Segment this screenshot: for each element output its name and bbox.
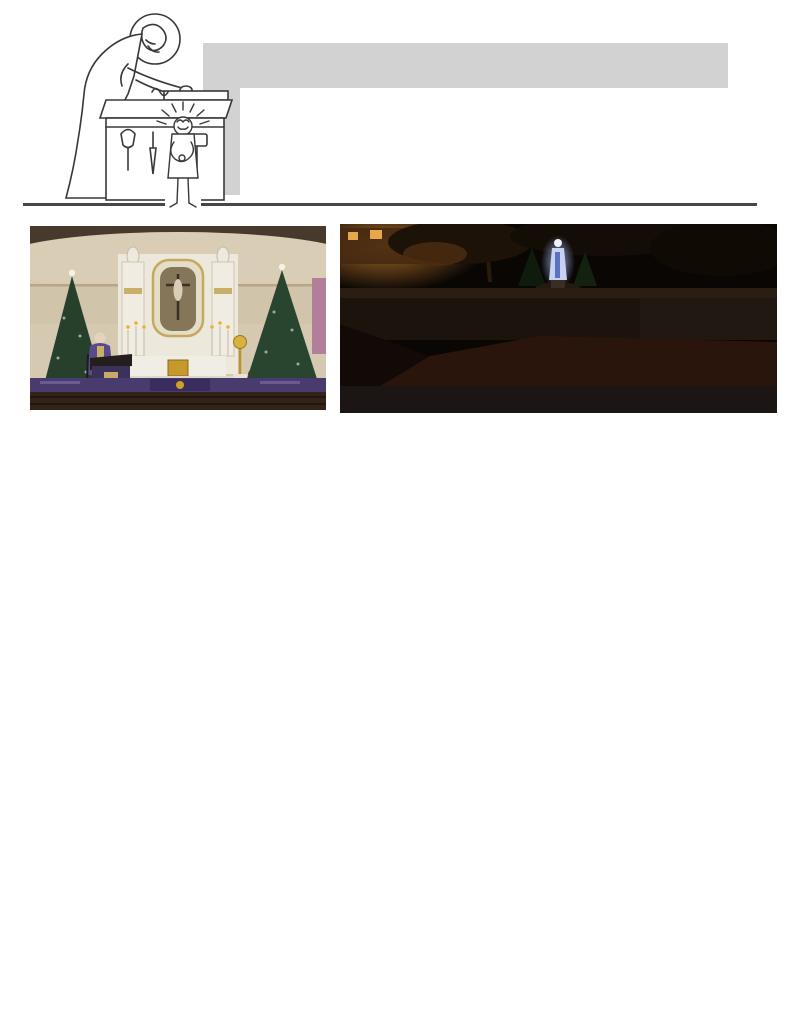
photo-caption bbox=[340, 386, 777, 413]
advent-retreat-photo bbox=[30, 226, 326, 410]
left-column bbox=[30, 226, 326, 417]
right-column bbox=[338, 215, 779, 421]
st-joseph-carpenter-illustration bbox=[36, 6, 238, 212]
all-souls-photo bbox=[340, 224, 777, 413]
masthead-title-box bbox=[240, 88, 742, 198]
masthead-title bbox=[245, 90, 737, 166]
